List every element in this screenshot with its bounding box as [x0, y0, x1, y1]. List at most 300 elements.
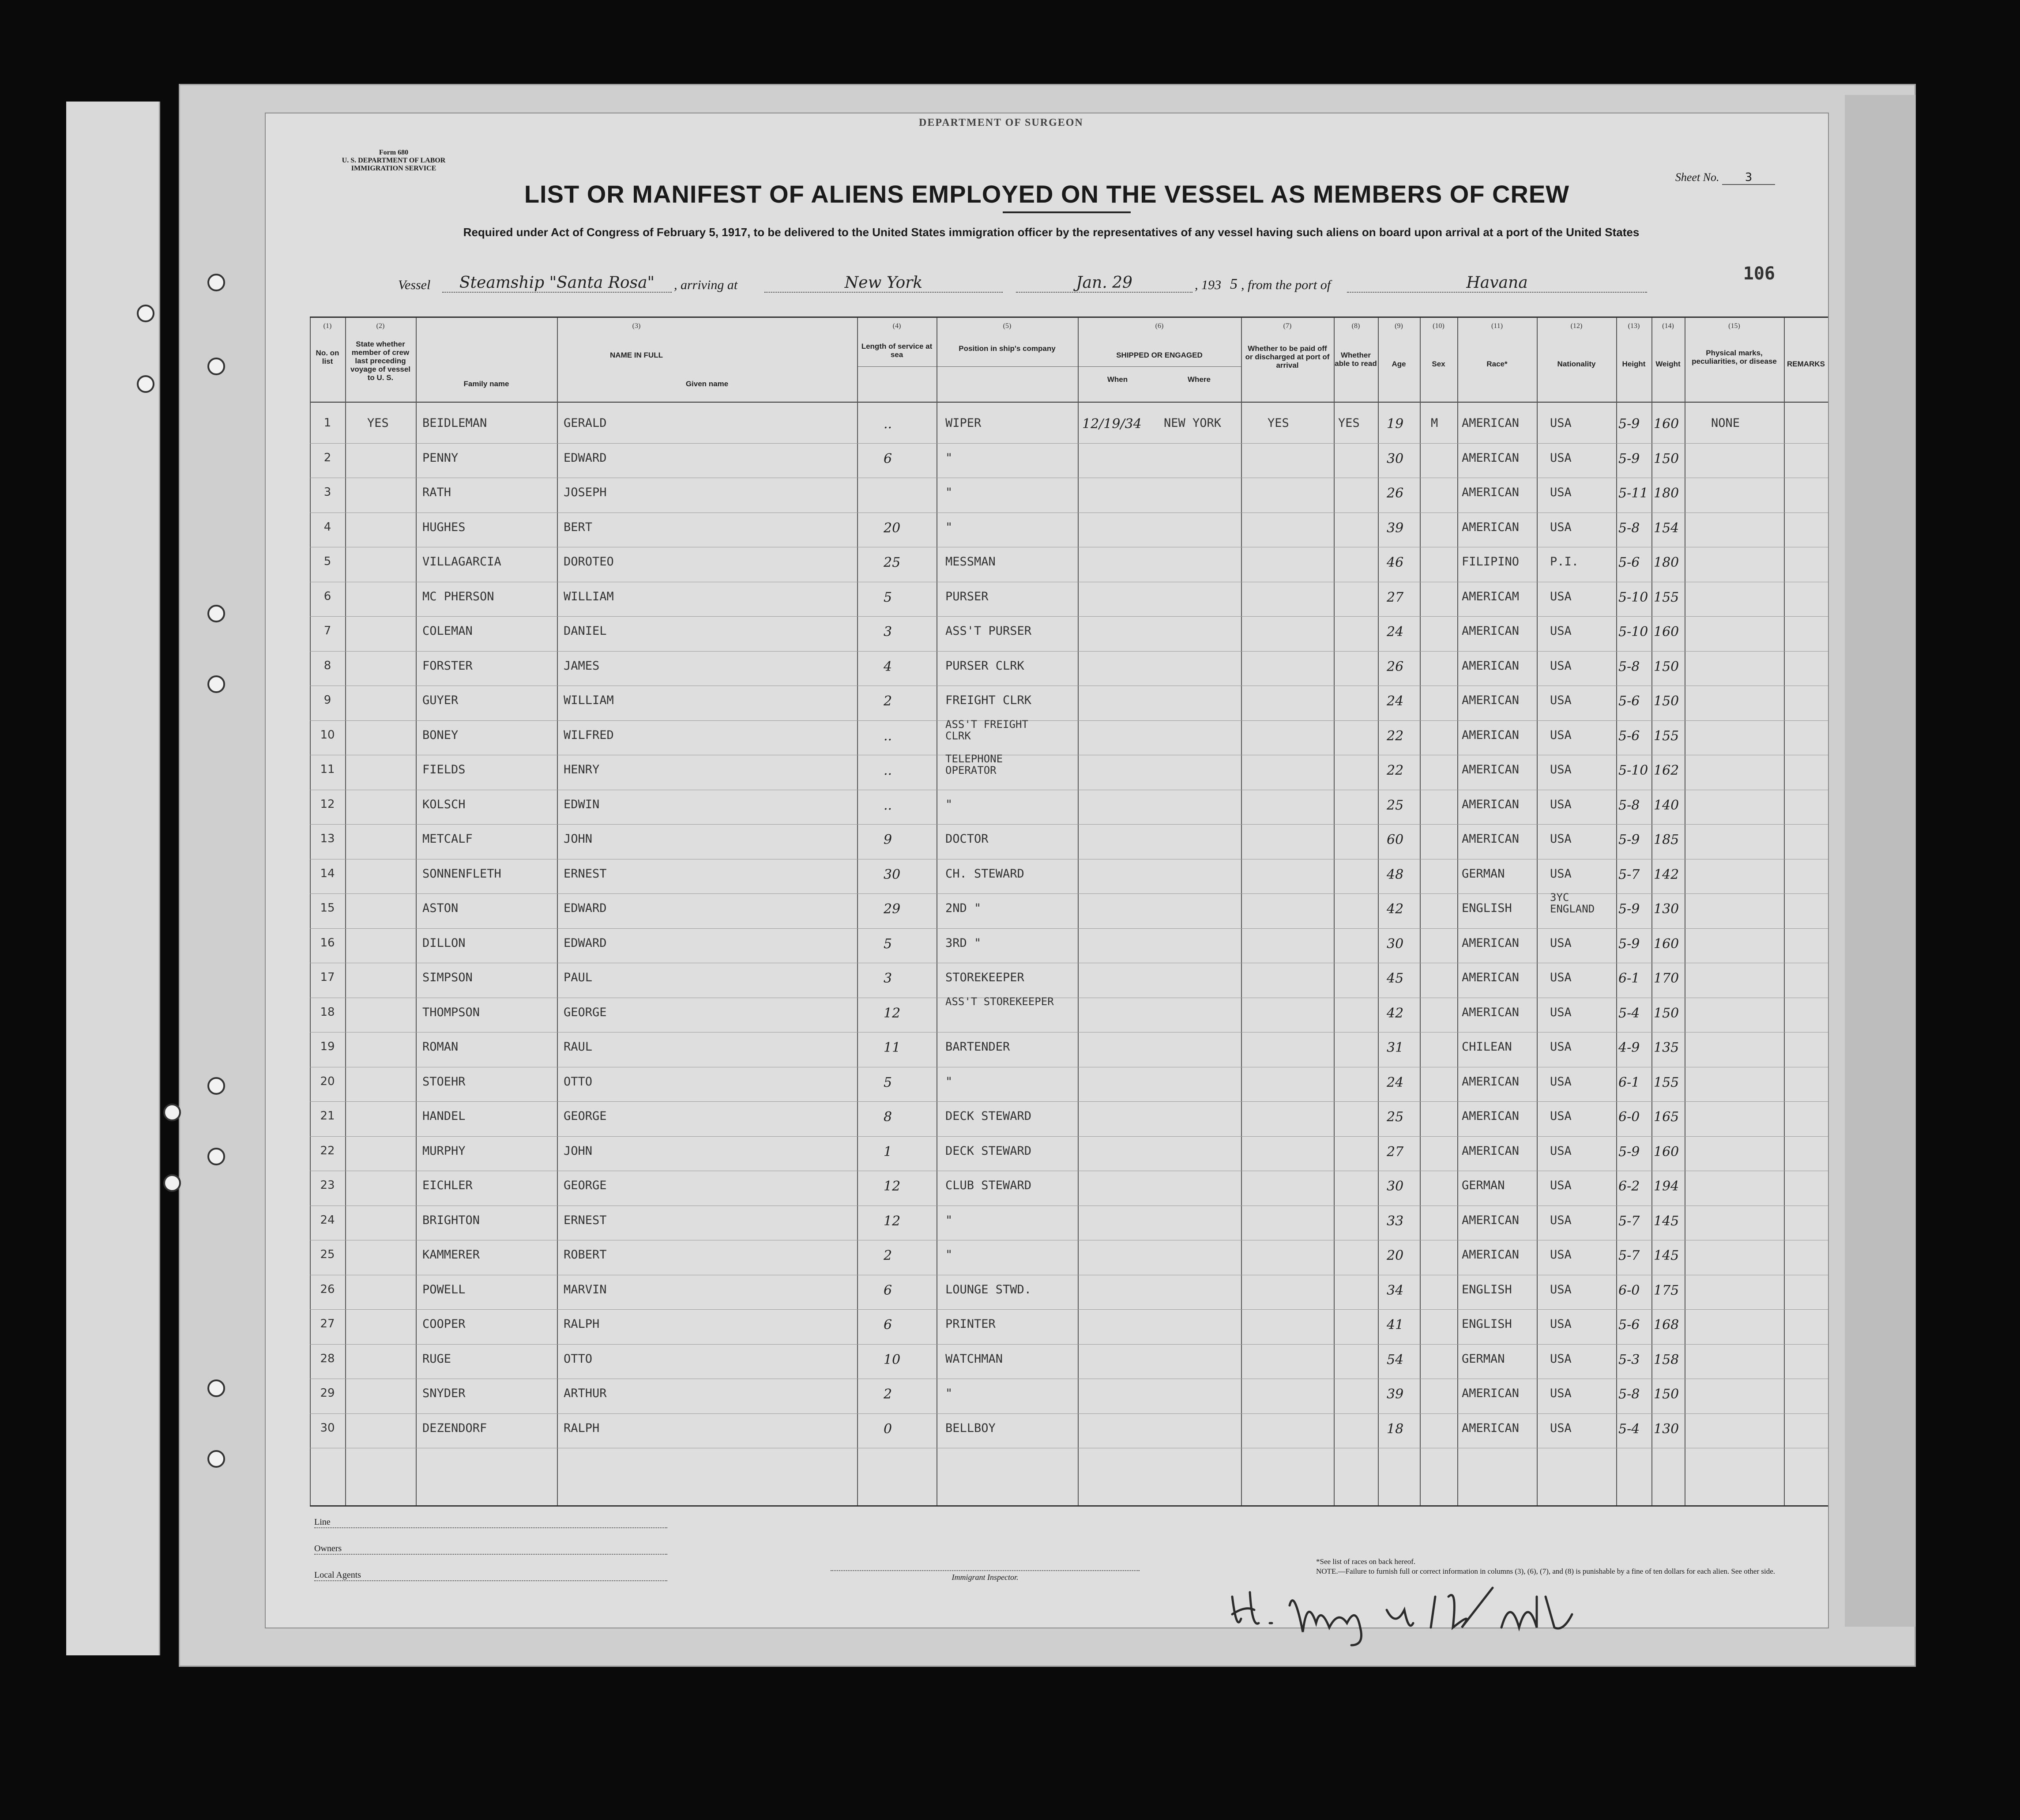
cell-age: 18 — [1387, 1421, 1404, 1437]
cell-nationality: USA — [1550, 1109, 1572, 1123]
cell-age: 25 — [1387, 1109, 1404, 1125]
binder-hole — [163, 1104, 181, 1121]
signature-text: H. L. Manley Insp. 1/29/35 — [1426, 1647, 1431, 1648]
cell-length-service: 30 — [884, 867, 901, 882]
cell-given-name: DANIEL — [564, 624, 607, 638]
cell-row-number: 9 — [324, 693, 331, 707]
cell-position: DECK STEWARD — [945, 1109, 1032, 1123]
cell-position: MESSMAN — [945, 555, 996, 569]
cell-length-service: 3 — [884, 624, 892, 640]
cell-row-number: 4 — [324, 520, 331, 534]
cell-length-service: .. — [884, 797, 892, 813]
cell-row-number: 3 — [324, 486, 331, 499]
cell-weight: 168 — [1654, 1317, 1679, 1333]
cell-race: GERMAN — [1462, 1179, 1505, 1192]
cell-age: 26 — [1387, 486, 1404, 501]
header-weight: Weight — [1655, 360, 1681, 368]
department-name: U. S. DEPARTMENT OF LABOR — [342, 157, 446, 164]
col-rule — [1616, 318, 1617, 1505]
cell-height: 5-6 — [1618, 728, 1640, 744]
cell-nationality: USA — [1550, 451, 1572, 465]
cell-height: 5-9 — [1618, 832, 1640, 848]
cell-length-service: 6 — [884, 1317, 892, 1333]
cell-age: 30 — [1387, 451, 1404, 467]
form-info — [323, 149, 464, 173]
cell-age: 24 — [1387, 693, 1404, 709]
cell-given-name: GEORGE — [564, 1179, 607, 1192]
cell-height: 6-1 — [1618, 1074, 1640, 1090]
cell-given-name: DOROTEO — [564, 555, 614, 569]
crew-table — [310, 317, 1828, 1507]
from-port: Havana — [1347, 274, 1647, 293]
cell-family-name: SIMPSON — [422, 971, 473, 984]
cell-family-name: BRIGHTON — [422, 1213, 480, 1227]
cell-given-name: OTTO — [564, 1074, 593, 1089]
cell-family-name: METCALF — [422, 832, 473, 846]
cell-weight: 142 — [1654, 867, 1679, 882]
cell-age: 54 — [1387, 1352, 1404, 1368]
col-number: (4) — [892, 322, 901, 330]
cell-weight: 150 — [1654, 659, 1679, 674]
cell-race: AMERICAN — [1462, 1248, 1520, 1262]
cell-family-name: BEIDLEMAN — [422, 416, 487, 430]
cell-race: ENGLISH — [1462, 1317, 1512, 1331]
cell-length-service: 12 — [884, 1005, 901, 1021]
cell-family-name: VILLAGARCIA — [422, 555, 501, 569]
cell-length-service: 0 — [884, 1421, 892, 1437]
cell-position: ASS'T FREIGHT CLRK — [945, 718, 1028, 742]
cell-race: AMERICAN — [1462, 624, 1520, 638]
cell-position: " — [945, 520, 953, 534]
cell-position: FREIGHT CLRK — [945, 693, 1032, 707]
binder-hole — [207, 274, 225, 291]
header-state-member: State whether member of crew last preceding voyage of vessel to U. S. — [350, 340, 411, 382]
from-label: , from the port of — [1241, 278, 1331, 292]
cell-family-name: RUGE — [422, 1352, 451, 1366]
cell-family-name: EICHLER — [422, 1179, 473, 1192]
cell-able-to-read: YES — [1338, 416, 1360, 430]
cell-given-name: ERNEST — [564, 867, 607, 881]
row-rule — [310, 1309, 1828, 1310]
col-number: (9) — [1395, 322, 1403, 330]
cell-age: 27 — [1387, 1144, 1404, 1160]
cell-given-name: JOHN — [564, 1144, 593, 1158]
cell-nationality: USA — [1550, 1074, 1572, 1089]
cell-given-name: OTTO — [564, 1352, 593, 1366]
cell-age: 30 — [1387, 936, 1404, 952]
signature-stroke — [1232, 1588, 1572, 1645]
cell-length-service: 11 — [884, 1040, 901, 1055]
cell-paid-off: YES — [1268, 416, 1289, 430]
cell-given-name: PAUL — [564, 971, 593, 984]
cell-given-name: ROBERT — [564, 1248, 607, 1262]
cell-weight: 135 — [1654, 1040, 1679, 1055]
cell-nationality: USA — [1550, 1282, 1572, 1296]
cell-race: AMERICAM — [1462, 589, 1520, 603]
cell-age: 31 — [1387, 1040, 1404, 1055]
cell-given-name: HENRY — [564, 763, 600, 776]
cell-weight: 160 — [1654, 936, 1679, 952]
cell-family-name: COOPER — [422, 1317, 466, 1331]
header-family-name: Family name — [463, 380, 509, 388]
cell-row-number: 10 — [320, 728, 335, 742]
cell-age: 48 — [1387, 867, 1404, 882]
cell-weight: 160 — [1654, 624, 1679, 640]
form-number: Form 680 — [379, 149, 409, 156]
col-number: (13) — [1628, 322, 1640, 330]
cell-age: 33 — [1387, 1213, 1404, 1229]
cell-race: AMERICAN — [1462, 1421, 1520, 1435]
header-length-service: Length of service at sea — [861, 342, 933, 359]
cell-height: 5-7 — [1618, 867, 1640, 882]
cell-length-service: 5 — [884, 936, 892, 952]
cell-height: 6-2 — [1618, 1179, 1640, 1194]
cell-weight: 130 — [1654, 1421, 1679, 1437]
inspector-signature — [1228, 1579, 1625, 1650]
cell-given-name: JOHN — [564, 832, 593, 846]
cell-age: 42 — [1387, 1005, 1404, 1021]
header-sex: Sex — [1432, 360, 1445, 368]
cell-race: AMERICAN — [1462, 416, 1520, 430]
note-races: *See list of races on back hereof. — [1316, 1557, 1416, 1566]
col-rule — [1334, 318, 1335, 1505]
cell-family-name: SONNENFLETH — [422, 867, 501, 881]
cell-position: WATCHMAN — [945, 1352, 1003, 1366]
cell-weight: 145 — [1654, 1248, 1679, 1263]
cell-given-name: WILLIAM — [564, 693, 614, 707]
cell-weight: 160 — [1654, 1144, 1679, 1160]
cell-row-number: 26 — [320, 1282, 335, 1296]
cell-nationality: USA — [1550, 971, 1572, 984]
col-number: (1) — [323, 322, 332, 330]
row-rule — [310, 720, 1828, 721]
cell-given-name: EDWARD — [564, 451, 607, 465]
cell-weight: 175 — [1654, 1282, 1679, 1298]
col-rule — [1457, 318, 1458, 1505]
cell-nationality: USA — [1550, 624, 1572, 638]
cell-weight: 150 — [1654, 693, 1679, 709]
cell-row-number: 28 — [320, 1352, 335, 1365]
cell-age: 60 — [1387, 832, 1404, 848]
cell-height: 5-7 — [1618, 1248, 1640, 1263]
cell-height: 5-9 — [1618, 901, 1640, 917]
cell-weight: 194 — [1654, 1179, 1679, 1194]
col-rule — [557, 318, 558, 1505]
cell-row-number: 2 — [324, 451, 331, 464]
cell-height: 5-8 — [1618, 520, 1640, 536]
col-number: (6) — [1155, 322, 1164, 330]
col-number: (2) — [376, 322, 385, 330]
cell-shipped-where: NEW YORK — [1164, 416, 1222, 430]
cell-height: 5-6 — [1618, 693, 1640, 709]
cell-age: 24 — [1387, 1074, 1404, 1090]
cell-family-name: GUYER — [422, 693, 459, 707]
cell-family-name: FIELDS — [422, 763, 466, 776]
cell-length-service: .. — [884, 728, 892, 744]
cell-height: 6-1 — [1618, 971, 1640, 986]
cell-height: 5-10 — [1618, 589, 1648, 605]
cell-race: AMERICAN — [1462, 1144, 1520, 1158]
cell-weight: 150 — [1654, 1387, 1679, 1402]
cell-position: DECK STEWARD — [945, 1144, 1032, 1158]
cell-length-service: 5 — [884, 589, 892, 605]
cell-height: 5-11 — [1618, 486, 1648, 501]
reference-number: 106 — [1743, 264, 1775, 284]
cell-height: 4-9 — [1618, 1040, 1640, 1055]
cell-family-name: HANDEL — [422, 1109, 466, 1123]
cell-family-name: MC PHERSON — [422, 589, 494, 603]
cell-height: 5-9 — [1618, 451, 1640, 467]
cell-row-number: 27 — [320, 1317, 335, 1330]
header-physical-marks: Physical marks, peculiarities, or disease — [1692, 349, 1777, 366]
cell-race: AMERICAN — [1462, 451, 1520, 465]
cell-nationality: USA — [1550, 797, 1572, 811]
cell-height: 5-9 — [1618, 936, 1640, 952]
cell-height: 5-8 — [1618, 659, 1640, 674]
cell-nationality: USA — [1550, 416, 1572, 430]
inspector-line: Immigrant Inspector. — [831, 1570, 1140, 1582]
footer-notes — [1316, 1557, 1779, 1576]
cell-length-service: .. — [884, 416, 892, 432]
cell-nationality: USA — [1550, 832, 1572, 846]
cell-nationality: USA — [1550, 1317, 1572, 1331]
header-shipped-engaged: SHIPPED OR ENGAGED — [1116, 351, 1203, 359]
page-title: LIST OR MANIFEST OF ALIENS EMPLOYED ON THE VESSEL AS MEMBERS OF CREW — [524, 180, 1570, 208]
cell-age: 39 — [1387, 1387, 1404, 1402]
cell-position: ASS'T STOREKEEPER — [945, 995, 1054, 1008]
header-where: Where — [1188, 375, 1211, 384]
agents-label: Local Agents — [314, 1570, 361, 1580]
cell-race: AMERICAN — [1462, 693, 1520, 707]
cell-given-name: EDWARD — [564, 901, 607, 915]
subheader-line — [937, 366, 1078, 367]
cell-nationality: USA — [1550, 486, 1572, 499]
cell-race: ENGLISH — [1462, 901, 1512, 915]
cell-row-number: 5 — [324, 555, 331, 568]
cell-age: 26 — [1387, 659, 1404, 674]
col-number: (5) — [1003, 322, 1012, 330]
cell-nationality: 3YC ENGLAND — [1550, 891, 1595, 915]
cell-weight: 170 — [1654, 971, 1679, 986]
cell-weight: 155 — [1654, 589, 1679, 605]
cell-length-service: 10 — [884, 1352, 901, 1368]
binder-hole — [207, 605, 225, 622]
cell-crew-status: YES — [367, 416, 389, 430]
cell-length-service: 12 — [884, 1213, 901, 1229]
cell-age: 39 — [1387, 520, 1404, 536]
back-sheet-left — [66, 102, 160, 1655]
header-able-read: Whether able to read — [1335, 351, 1377, 368]
cell-position: " — [945, 797, 953, 811]
col-rule — [1241, 318, 1242, 1505]
cell-weight: 150 — [1654, 451, 1679, 467]
col-rule — [1420, 318, 1421, 1505]
cell-position: ASS'T PURSER — [945, 624, 1032, 638]
cell-nationality: USA — [1550, 763, 1572, 776]
vessel-label: Vessel — [398, 278, 431, 292]
cell-given-name: RALPH — [564, 1317, 600, 1331]
cell-race: AMERICAN — [1462, 728, 1520, 742]
cell-given-name: JOSEPH — [564, 486, 607, 499]
cell-row-number: 20 — [320, 1074, 335, 1088]
cell-length-service: 29 — [884, 901, 901, 917]
col-rule — [1378, 318, 1379, 1505]
cell-given-name: EDWARD — [564, 936, 607, 950]
surgeon-banner: DEPARTMENT OF SURGEON — [919, 117, 1083, 128]
cell-row-number: 23 — [320, 1179, 335, 1192]
cell-height: 5-4 — [1618, 1005, 1640, 1021]
cell-length-service: 3 — [884, 971, 892, 986]
col-number: (12) — [1570, 322, 1583, 330]
cell-race: CHILEAN — [1462, 1040, 1512, 1054]
service-name: IMMIGRATION SERVICE — [351, 165, 436, 172]
cell-race: AMERICAN — [1462, 1005, 1520, 1019]
cell-family-name: PENNY — [422, 451, 459, 465]
cell-family-name: DILLON — [422, 936, 466, 950]
col-number: (15) — [1728, 322, 1740, 330]
cell-row-number: 29 — [320, 1387, 335, 1400]
header-race: Race* — [1486, 360, 1508, 368]
cell-race: AMERICAN — [1462, 1387, 1520, 1400]
cell-position: PURSER — [945, 589, 989, 603]
cell-position: 2ND " — [945, 901, 982, 915]
cell-race: AMERICAN — [1462, 520, 1520, 534]
col-number: (8) — [1351, 322, 1360, 330]
cell-nationality: USA — [1550, 1179, 1572, 1192]
cell-height: 5-7 — [1618, 1213, 1640, 1229]
binder-hole — [207, 358, 225, 375]
cell-row-number: 18 — [320, 1005, 335, 1019]
arrival-port: New York — [764, 274, 1003, 293]
cell-position: DOCTOR — [945, 832, 989, 846]
cell-length-service: 6 — [884, 451, 892, 467]
cell-position: " — [945, 1387, 953, 1400]
cell-age: 27 — [1387, 589, 1404, 605]
cell-length-service: .. — [884, 763, 892, 778]
header-given-name: Given name — [685, 380, 729, 388]
cell-family-name: KAMMERER — [422, 1248, 480, 1262]
cell-row-number: 7 — [324, 624, 331, 637]
cell-position: CH. STEWARD — [945, 867, 1024, 881]
header-height: Height — [1622, 360, 1646, 368]
col-rule — [1651, 318, 1652, 1505]
col-number: (3) — [632, 322, 641, 330]
line-label: Line — [314, 1517, 331, 1527]
header-position: Position in ship's company — [959, 344, 1056, 353]
cell-row-number: 11 — [320, 763, 335, 776]
title-underline — [1003, 211, 1131, 213]
arriving-label: , arriving at — [674, 278, 738, 292]
cell-race: GERMAN — [1462, 867, 1505, 881]
cell-age: 20 — [1387, 1248, 1404, 1263]
cell-row-number: 22 — [320, 1144, 335, 1157]
line-field — [314, 1517, 667, 1528]
col-rule — [345, 318, 346, 1505]
vessel-name: Steamship "Santa Rosa" — [442, 274, 672, 293]
row-rule — [310, 512, 1828, 513]
cell-nationality: USA — [1550, 1248, 1572, 1262]
cell-race: FILIPINO — [1462, 555, 1520, 569]
header-paid-off: Whether to be paid off or discharged at port of arrival — [1245, 344, 1330, 369]
cell-length-service: 4 — [884, 659, 892, 674]
cell-nationality: USA — [1550, 936, 1572, 950]
cell-position: PRINTER — [945, 1317, 996, 1331]
cell-height: 5-8 — [1618, 1387, 1640, 1402]
cell-race: AMERICAN — [1462, 1213, 1520, 1227]
cell-age: 25 — [1387, 797, 1404, 813]
cell-weight: 180 — [1654, 555, 1679, 570]
cell-length-service: 5 — [884, 1074, 892, 1090]
cell-position: " — [945, 451, 953, 465]
cell-position: TELEPHONE OPERATOR — [945, 753, 1003, 776]
cell-position: LOUNGE STWD. — [945, 1282, 1032, 1296]
row-rule — [310, 1344, 1828, 1345]
cell-length-service: 6 — [884, 1282, 892, 1298]
row-rule — [310, 1101, 1828, 1102]
cell-nationality: USA — [1550, 520, 1572, 534]
cell-given-name: GERALD — [564, 416, 607, 430]
cell-race: AMERICAN — [1462, 971, 1520, 984]
col-number: (10) — [1433, 322, 1444, 330]
cell-height: 5-6 — [1618, 555, 1640, 570]
cell-nationality: USA — [1550, 728, 1572, 742]
row-rule — [310, 1136, 1828, 1137]
binder-hole — [207, 1077, 225, 1095]
cell-row-number: 24 — [320, 1213, 335, 1227]
cell-age: 45 — [1387, 971, 1404, 986]
cell-row-number: 19 — [320, 1040, 335, 1053]
cell-position: BARTENDER — [945, 1040, 1010, 1054]
col-rule — [416, 318, 417, 1505]
cell-height: 5-10 — [1618, 624, 1648, 640]
cell-length-service: 2 — [884, 693, 892, 709]
binder-hole — [137, 375, 154, 393]
cell-race: AMERICAN — [1462, 1074, 1520, 1089]
vessel-line — [398, 272, 1775, 294]
cell-row-number: 12 — [320, 797, 335, 811]
cell-position: " — [945, 1248, 953, 1262]
cell-nationality: USA — [1550, 1144, 1572, 1158]
cell-weight: 165 — [1654, 1109, 1679, 1125]
col-rule — [310, 318, 311, 1505]
cell-given-name: ARTHUR — [564, 1387, 607, 1400]
cell-height: 5-9 — [1618, 416, 1640, 432]
cell-height: 5-6 — [1618, 1317, 1640, 1333]
cell-given-name: WILFRED — [564, 728, 614, 742]
binder-hole — [163, 1174, 181, 1192]
cell-row-number: 17 — [320, 971, 335, 984]
header-age: Age — [1392, 360, 1406, 368]
cell-given-name: EDWIN — [564, 797, 600, 811]
cell-family-name: THOMPSON — [422, 1005, 480, 1019]
cell-row-number: 1 — [324, 416, 331, 430]
cell-position: 3RD " — [945, 936, 982, 950]
cell-row-number: 8 — [324, 659, 331, 672]
header-when: When — [1107, 375, 1128, 384]
cell-family-name: SNYDER — [422, 1387, 466, 1400]
row-rule — [310, 1413, 1828, 1414]
cell-length-service: 2 — [884, 1387, 892, 1402]
cell-row-number: 16 — [320, 936, 335, 950]
cell-position: " — [945, 1213, 953, 1227]
cell-race: ENGLISH — [1462, 1282, 1512, 1296]
header-divider — [310, 402, 1828, 403]
row-rule — [310, 651, 1828, 652]
cell-height: 5-10 — [1618, 763, 1648, 778]
cell-length-service: 12 — [884, 1179, 901, 1194]
cell-position: STOREKEEPER — [945, 971, 1024, 984]
year-suffix: 5 — [1230, 276, 1238, 292]
